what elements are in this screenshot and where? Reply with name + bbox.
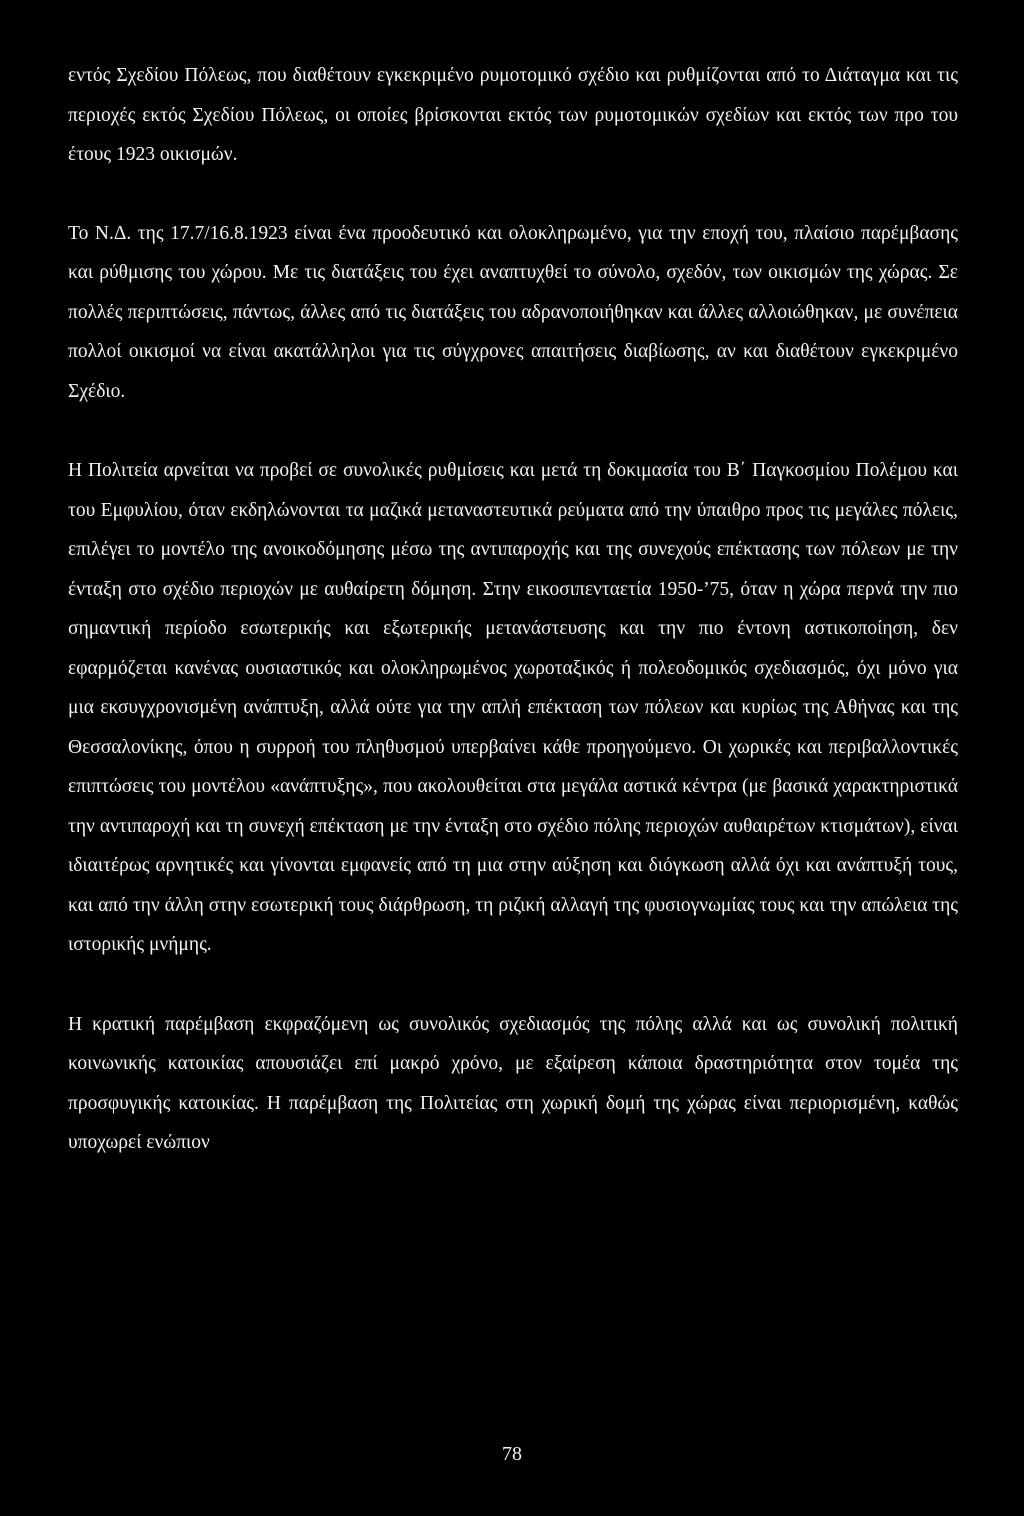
paragraph-gap [68,175,958,214]
paragraph-gap [68,411,958,451]
page-number: 78 [502,1443,522,1465]
document-body [68,56,958,1163]
paragraph-1: εντός Σχεδίου Πόλεως, που διαθέτουν εγκεκριμένο ρυμοτομικό σχέδιο και ρυθμίζονται από το Διάταγμα και τις περιοχές εκτός Σχεδίου Πόλεως, οι οποίες βρίσκονται εκτός των ρυμοτομικών σχεδίων και εκτός των προ του έτους 1923 οικισμών. [68,65,958,165]
paragraph-gap [68,965,958,1005]
paragraph-3: Η Πολιτεία αρνείται να προβεί σε συνολικές ρυθμίσεις και μετά τη δοκιμασία του Β΄ Παγκοσμίου Πολέμου και του Εμφυλίου, όταν εκδηλώνονται τα μαζικά μεταναστευτικά ρεύματα από την ύπαιθρο προς τις μεγάλες πόλεις, επιλέγει το μοντέλο της ανοικοδόμησης μέσω της αντιπαροχής και της συνεχούς επέκτασης των πόλεων με την ένταξη στο σχέδιο περιοχών με αυθαίρετη δόμηση. Στην εικοσιπενταετία 1950-’75, όταν η χώρα περνά την πιο σημαντική περίοδο εσωτερικής και εξωτερικής μετανάστευσης και την πιο έντονη αστικοποίηση, δεν εφαρμόζεται κανένας ουσιαστικός και ολοκληρωμένος χωροταξικός ή πολεοδομικός σχεδιασμός, όχι μόνο για μια εκσυγχρονισμένη ανάπτυξη, αλλά ούτε για την απλή επέκταση των πόλεων και κυρίως της Αθήνας και της Θεσσαλονίκης, όπου η συρροή του πληθυσμού υπερβαίνει κάθε προηγούμενο. Οι χωρικές και περιβαλλοντικές επιπτώσεις του μοντέλου «ανάπτυξης», που ακολουθείται στα μεγάλα αστικά κέντρα (με βασικά χαρακτηριστικά την αντιπαροχή και τη συνεχή επέκταση με την ένταξη στο σχέδιο πόλης περιοχών αυθαιρέτων κτισμάτων), είναι ιδιαιτέρως αρνητικές και γίνονται εμφανείς από τη μια στην αύξηση και διόγκωση αλλά όχι και ανάπτυξή τους, και από την άλλη στην εσωτερική τους διάρθρωση, τη ριζική αλλαγή της φυσιογνωμίας τους και την απώλεια της ιστορικής μνήμης. [68,460,958,955]
paragraph-2: Το Ν.Δ. της 17.7/16.8.1923 είναι ένα προοδευτικό και ολοκληρωμένο, για την εποχή του, πλαίσιο παρέμβασης και ρύθμισης του χώρου. Με τις διατάξεις του έχει αναπτυχθεί το σύνολο, σχεδόν, των οικισμών της χώρας. Σε πολλές περιπτώσεις, πάντως, άλλες από τις διατάξεις του αδρανοποιήθηκαν και άλλες αλλοιώθηκαν, με συνέπεια πολλοί οικισμοί να είναι ακατάλληλοι για τις σύγχρονες απαιτήσεις διαβίωσης, αν και διαθέτουν εγκεκριμένο Σχέδιο. [68,222,958,402]
paragraph-4: Η κρατική παρέμβαση εκφραζόμενη ως συνολικός σχεδιασμός της πόλης αλλά και ως συνολική πολιτική κοινωνικής κατοικίας απουσιάζει επί μακρό χρόνο, με εξαίρεση κάποια δραστηριότητα στον τομέα της προσφυγικής κατοικίας. Η παρέμβαση της Πολιτείας στη χωρική δομή της χώρας είναι περιορισμένη, καθώς υποχωρεί ενώπιον [68,1013,958,1153]
